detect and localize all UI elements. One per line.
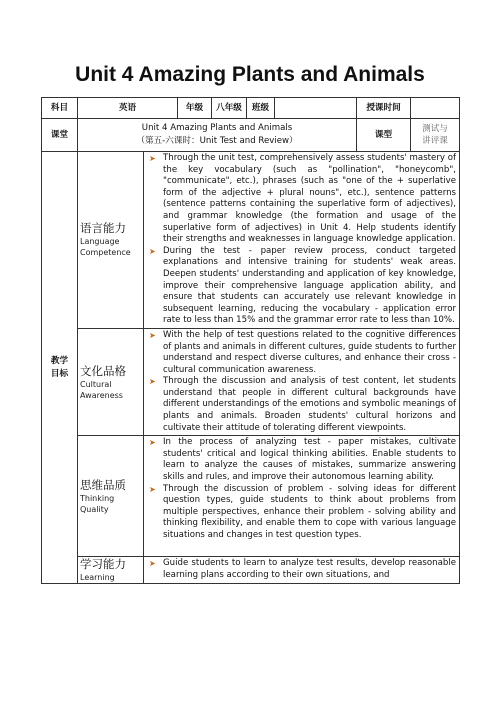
dimension-language (78, 152, 144, 329)
arrow-bullet-icon: ➤ (149, 330, 156, 340)
goal-item (147, 437, 456, 483)
grade-value: 八年级 (212, 98, 247, 119)
time-value (411, 98, 460, 119)
goal-item-text: Through the discussion and analysis of test content, let students understand that people in different cultural backgrounds have different understandings of the emotions and symbolic meanings of plants and animals. Broaden students' cultural horizons and cultivate their attitude of tolerating different viewpoints. (163, 376, 457, 433)
goal-item (147, 153, 456, 246)
goal-row-language (42, 152, 460, 329)
teaching-goals-label (42, 152, 78, 584)
goal-item-text: In the process of analyzing test - paper mistakes, cultivate students' critical and logical thinking abilities. Enable students to learn to analyze the causes of mistakes, summarize answering skills and rules, and improve their autonomous learning ability. (163, 437, 457, 483)
goal-item (147, 376, 456, 434)
arrow-bullet-icon: ➤ (149, 559, 156, 569)
dimension-en-line2: Competence (80, 248, 131, 258)
lesson-title: Unit 4 Amazing Plants and Animals (141, 123, 293, 133)
class-label: 班级 (247, 98, 275, 119)
goal-item-text: Through the unit test, comprehensively assess students' mastery of the key vocabulary (such as "pollination", "honeycomb", "communicate", etc.), phrases (such as "one of the + superlative form of the adjective + plural nouns", etc.), sentence patterns (sentence patterns containing the superlative form of adjectives), and grammar knowledge (the formation and usage of the superlative form of adjectives) in Unit 4. Help students identify their strengths and weaknesses in language knowledge application. (163, 153, 457, 245)
dimension-zh: 语言能力 (80, 221, 126, 236)
goal-item (147, 330, 456, 376)
goal-item (147, 484, 456, 542)
arrow-bullet-icon: ➤ (149, 484, 156, 494)
dimension-en-line1: Cultural (80, 379, 112, 389)
goal-item (147, 558, 456, 581)
lesson-plan-table (41, 97, 460, 584)
goal-row-thinking (42, 436, 460, 557)
goal-description-learning (144, 557, 460, 584)
dimension-en-line1: Thinking (80, 493, 115, 503)
dimension-en-line2: Awareness (80, 390, 123, 400)
goal-row-learning (42, 557, 460, 584)
teaching-goals-label-line2: 目标 (50, 368, 69, 379)
lesson-type-cell (411, 119, 460, 152)
subject-value: 英语 (78, 98, 178, 119)
dimension-learning (78, 557, 144, 584)
page-title: Unit 4 Amazing Plants and Animals (75, 63, 425, 86)
lesson-label: 课堂 (42, 119, 78, 152)
goal-item-text: Through the discussion of problem - solving ideas for different question types, guide students to think about problems from multiple perspectives, enhance their problem - solving ability and thinking flexibility, and enable them to cope with various language situations and changes in test question types. (163, 483, 457, 540)
class-value (275, 98, 357, 119)
arrow-bullet-icon: ➤ (149, 246, 156, 256)
goal-description-culture (144, 328, 460, 435)
arrow-bullet-icon: ➤ (149, 377, 156, 387)
dimension-thinking (78, 436, 144, 557)
time-label: 授课时间 (357, 98, 411, 119)
lesson-type-line2: 讲评课 (422, 136, 448, 146)
goal-description-thinking (144, 436, 460, 557)
lesson-type-line1: 测试与 (422, 124, 448, 134)
header-row (42, 98, 460, 119)
dimension-en-line1: Learning (80, 573, 115, 583)
subject-label: 科目 (42, 98, 78, 119)
goal-row-culture (42, 328, 460, 435)
goal-item-text: With the help of test questions related to the cognitive differences of plants and animals in different cultures, guide students to further understand and respect diverse cultures, and enhance their cross - cultural communication awareness. (163, 329, 457, 375)
lesson-title-cell (78, 119, 357, 152)
dimension-culture (78, 328, 144, 435)
lesson-row (42, 119, 460, 152)
lesson-subtitle: （第五-六课时：Unit Test and Review） (136, 136, 298, 146)
dimension-zh: 文化品格 (80, 363, 126, 378)
dimension-zh: 思维品质 (80, 477, 126, 492)
dimension-en-line1: Language (80, 237, 120, 247)
goal-item (147, 246, 456, 327)
goal-item-text: During the test - paper review process, conduct targeted explanations and intensive training for students' weak areas. Deepen students' understanding and application of key knowledge, improve their comprehensive language application ability, and ensure that students can accurately use relevant knowledge in subsequent learning, reducing the vocabulary - application error rate to less than 15% and the grammar error rate to less than 10%. (163, 245, 457, 326)
dimension-zh: 学习能力 (80, 557, 126, 572)
lesson-type-label: 课型 (357, 119, 411, 152)
goal-description-language (144, 152, 460, 329)
arrow-bullet-icon: ➤ (149, 438, 156, 448)
dimension-en-line2: Quality (80, 504, 109, 514)
arrow-bullet-icon: ➤ (149, 154, 156, 163)
teaching-goals-label-line1: 教学 (50, 355, 69, 366)
grade-label: 年级 (178, 98, 212, 119)
goal-item-text: Guide students to learn to analyze test results, develop reasonable learning plans according to their own situations, and (163, 558, 457, 580)
